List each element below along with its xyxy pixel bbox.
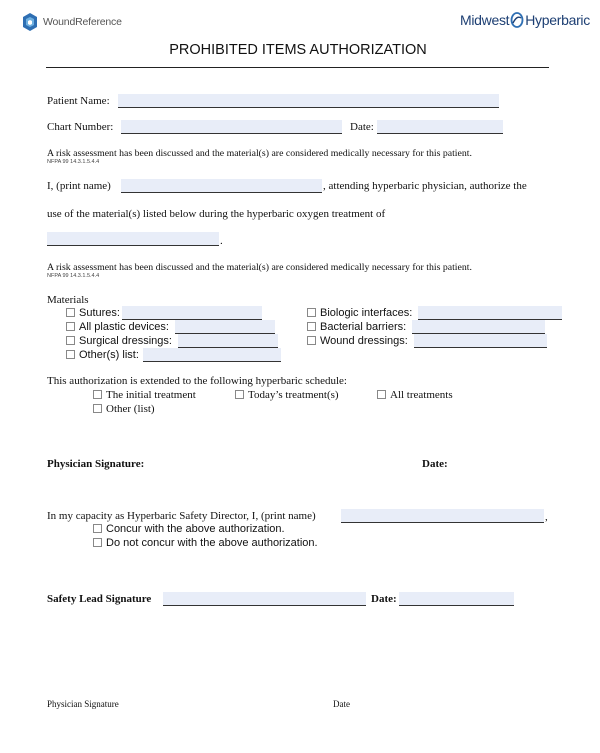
plastic-devices-checkbox[interactable] [66,322,75,331]
schedule-all-treatments[interactable] [377,389,453,401]
not-concur-checkbox[interactable] [93,538,102,547]
bacterial-barriers-field[interactable] [412,320,545,334]
midwest-logo-text: Midwest [460,12,510,28]
wound-dressings-checkbox[interactable] [307,336,316,345]
physician-signature-label: Physician Signature: [47,458,145,470]
biologic-interfaces-field[interactable] [418,306,562,320]
other-list-label: Other (list) [106,403,155,415]
safety-director-name-field[interactable] [341,509,544,523]
biologic-interfaces-checkbox[interactable] [307,308,316,317]
attending-text: , attending hyperbaric physician, authorize the [323,180,527,192]
wound-dressings-field[interactable] [414,334,547,348]
physician-print-name-field[interactable] [121,179,322,193]
safety-lead-date-label: Date: [371,593,397,605]
not-concur-label: Do not concur with the above authorization. [106,537,318,549]
plastic-devices-field[interactable] [175,320,275,334]
schedule-other-list[interactable] [93,403,155,415]
material-sutures[interactable] [66,307,120,319]
material-plastic-devices[interactable] [66,321,169,333]
footer-physician-signature: Physician Signature [47,699,119,709]
schedule-intro: This authorization is extended to the following hyperbaric schedule: [47,375,347,387]
todays-treatment-checkbox[interactable] [235,390,244,399]
material-others[interactable] [66,349,139,361]
surgical-dressings-checkbox[interactable] [66,336,75,345]
chart-number-field[interactable] [121,120,342,134]
initial-treatment-checkbox[interactable] [93,390,102,399]
risk-assessment-note: A risk assessment has been discussed and the material(s) are considered medically necessary for this patient. [47,148,472,159]
surgical-dressings-label: Surgical dressings: [79,335,172,347]
sutures-checkbox[interactable] [66,308,75,317]
all-treatments-checkbox[interactable] [377,390,386,399]
other-list-checkbox[interactable] [93,404,102,413]
nfpa-reference: NFPA 99 14.3.1.5.4.4 [47,159,100,165]
chart-number-label: Chart Number: [47,121,114,133]
footer-date: Date [333,699,350,709]
material-surgical-dressings[interactable] [66,335,172,347]
all-treatments-label: All treatments [390,389,453,401]
wound-reference-logo-icon [22,13,38,31]
title-rule [46,67,549,68]
chart-date-field[interactable] [377,120,503,134]
patient-name-field[interactable] [118,94,499,108]
patient-name-label: Patient Name: [47,95,110,107]
wound-reference-logo [22,12,122,32]
authorization-text-line2: use of the material(s) listed below during the hyperbaric oxygen treatment of [47,208,386,220]
biologic-interfaces-label: Biologic interfaces: [320,307,413,319]
surgical-dressings-field[interactable] [178,334,278,348]
midwest-hyperbaric-logo [460,12,590,28]
print-name-label: I, (print name) [47,180,111,192]
concur-checkbox[interactable] [93,524,102,533]
safety-director-capacity: In my capacity as Hyperbaric Safety Director, I, (print name) [47,510,316,522]
material-bacterial-barriers[interactable] [307,321,406,333]
physician-date-label: Date: [422,458,448,470]
director-comma: , [545,511,548,523]
todays-treatment-label: Today’s treatment(s) [248,389,339,401]
nfpa-reference-2: NFPA 99 14.3.1.5.4.4 [47,273,100,279]
others-label: Other(s) list: [79,349,139,361]
bacterial-barriers-checkbox[interactable] [307,322,316,331]
concur-option[interactable] [93,523,285,535]
sutures-field[interactable] [122,306,262,320]
page-title: PROHIBITED ITEMS AUTHORIZATION [169,42,427,58]
schedule-initial-treatment[interactable] [93,389,196,401]
safety-lead-signature-field[interactable] [163,592,366,606]
others-field[interactable] [143,348,281,362]
material-wound-dressings[interactable] [307,335,408,347]
chart-date-label: Date: [350,121,374,133]
others-checkbox[interactable] [66,350,75,359]
concur-label: Concur with the above authorization. [106,523,285,535]
midwest-logo-swirl-icon [510,12,524,28]
safety-lead-date-field[interactable] [399,592,514,606]
wound-dressings-label: Wound dressings: [320,335,408,347]
safety-lead-signature-label: Safety Lead Signature [47,593,152,605]
wound-reference-logo-text: WoundReference [43,16,122,28]
patient-treatment-field[interactable] [47,232,219,246]
plastic-devices-label: All plastic devices: [79,321,169,333]
initial-treatment-label: The initial treatment [106,389,196,401]
materials-heading: Materials [47,294,89,306]
treatment-period: . [220,235,223,247]
schedule-todays-treatment[interactable] [235,389,339,401]
not-concur-option[interactable] [93,537,318,549]
sutures-label: Sutures: [79,307,120,319]
material-biologic-interfaces[interactable] [307,307,412,319]
hyperbaric-logo-text: Hyperbaric [525,12,590,28]
risk-assessment-note-2: A risk assessment has been discussed and the material(s) are considered medically necessary for this patient. [47,262,472,273]
bacterial-barriers-label: Bacterial barriers: [320,321,407,333]
